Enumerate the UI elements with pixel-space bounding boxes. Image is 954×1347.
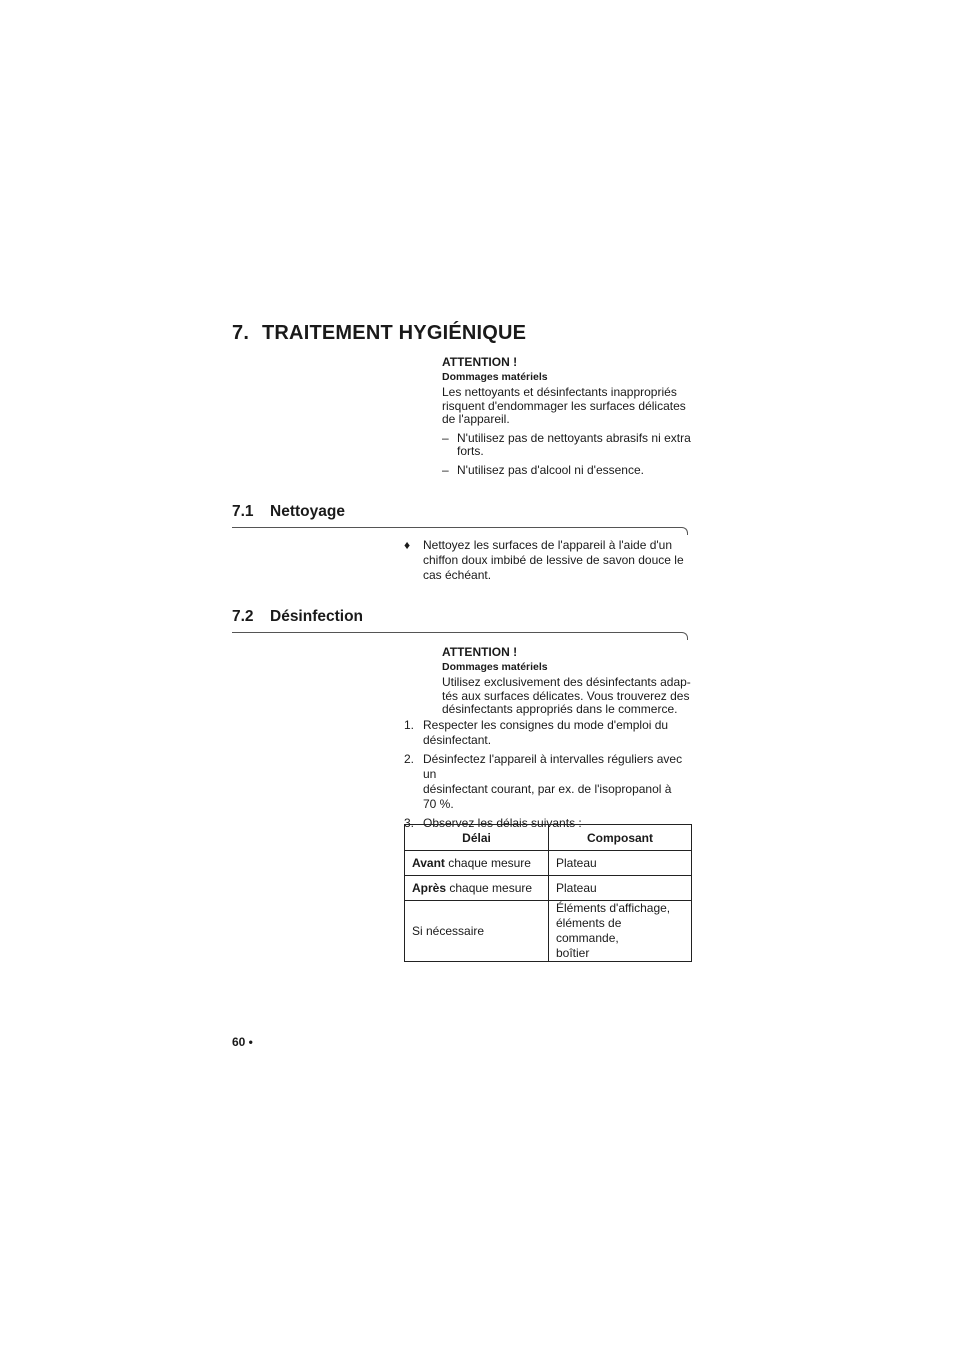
warning-box [442,646,692,717]
text-line: Plateau [556,880,597,895]
delay-cell [405,851,549,876]
text-line: Plateau [556,855,597,870]
chapter-title: TRAITEMENT HYGIÉNIQUE [262,322,527,344]
warning-text [442,386,692,427]
warning-bullet [442,432,692,459]
table-row [405,901,692,962]
text-line: désinfectants appropriés dans le commerce. [442,702,678,716]
text-line: N'utilisez pas d'alcool ni d'essence. [457,462,644,477]
text-line: de l'appareil. [442,412,510,426]
diamond-bullet-icon: ♦ [404,538,411,552]
text-line: forts. [457,444,484,458]
delay-cell [405,901,549,962]
list-item [404,718,695,748]
step-list [404,718,695,831]
step-number: 1. [404,718,415,732]
text-line: désinfectant. [423,733,492,747]
text-line: 70 %. [423,797,454,811]
section-rule [232,527,682,536]
chapter-heading [232,322,526,345]
section-number: 7.1 [232,503,254,520]
dash-marker: – [442,462,449,477]
component-cell [549,851,692,876]
section-rule [232,632,682,641]
delay-text: chaque mesure [446,880,533,895]
delay-table [404,824,692,962]
column-header: Composant [549,825,692,851]
section-number: 7.2 [232,608,254,625]
step-number: 2. [404,752,415,766]
text-line: désinfectant courant, par ex. de l'isopropanol à [423,782,672,796]
text-line: cas échéant. [423,568,492,582]
list-item [404,752,695,812]
chapter-number: 7. [232,322,250,344]
warning-box [442,356,692,477]
text-line: tés aux surfaces délicates. Vous trouverez des [442,688,690,703]
delay-text: chaque mesure [444,855,531,870]
column-header: Délai [405,825,549,851]
text-line: Utilisez exclusivement des désinfectants adap- [442,675,691,689]
text-line: boîtier [556,946,590,960]
page-number: 60 • [232,1035,253,1049]
delay-text: Si nécessaire [412,923,485,938]
table-header-row [405,825,692,851]
delay-keyword: Avant [412,855,445,870]
text-line: Nettoyez les surfaces de l'appareil à l'aide d'un [423,538,673,552]
text-line: Respecter les consignes du mode d'emploi du [423,718,669,732]
step-number: 3. [404,816,415,830]
warning-bullet [442,464,692,478]
section-heading-desinfection [232,608,363,626]
dash-marker: – [442,430,449,445]
text-line: Désinfectez l'appareil à intervalles réguliers avec un [423,752,683,781]
delay-keyword: Après [412,880,447,895]
delay-cell [405,876,549,901]
warning-heading: ATTENTION ! [442,645,518,659]
text-line: chiffon doux imbibé de lessive de savon douce le [423,553,684,567]
warning-text [442,676,692,717]
table-row [405,851,692,876]
text-line: Les nettoyants et désinfectants inappropriés [442,385,677,399]
component-cell [549,876,692,901]
text-line: N'utilisez pas de nettoyants abrasifs ni extra [457,430,691,445]
text-line: Éléments d'affichage, [556,901,671,915]
warning-heading: ATTENTION ! [442,355,518,369]
section-title: Nettoyage [270,503,345,520]
warning-subheading: Dommages matériels [442,660,548,673]
component-cell [549,901,692,962]
text-line: Observez les délais suivants : [423,816,582,830]
table-row [405,876,692,901]
section-heading-nettoyage [232,503,345,521]
text-line: éléments de commande, [556,916,622,945]
cleaning-instruction [404,538,693,583]
section-title: Désinfection [270,608,364,625]
text-line: risquent d'endommager les surfaces délicates [442,398,686,413]
warning-subheading: Dommages matériels [442,370,548,383]
